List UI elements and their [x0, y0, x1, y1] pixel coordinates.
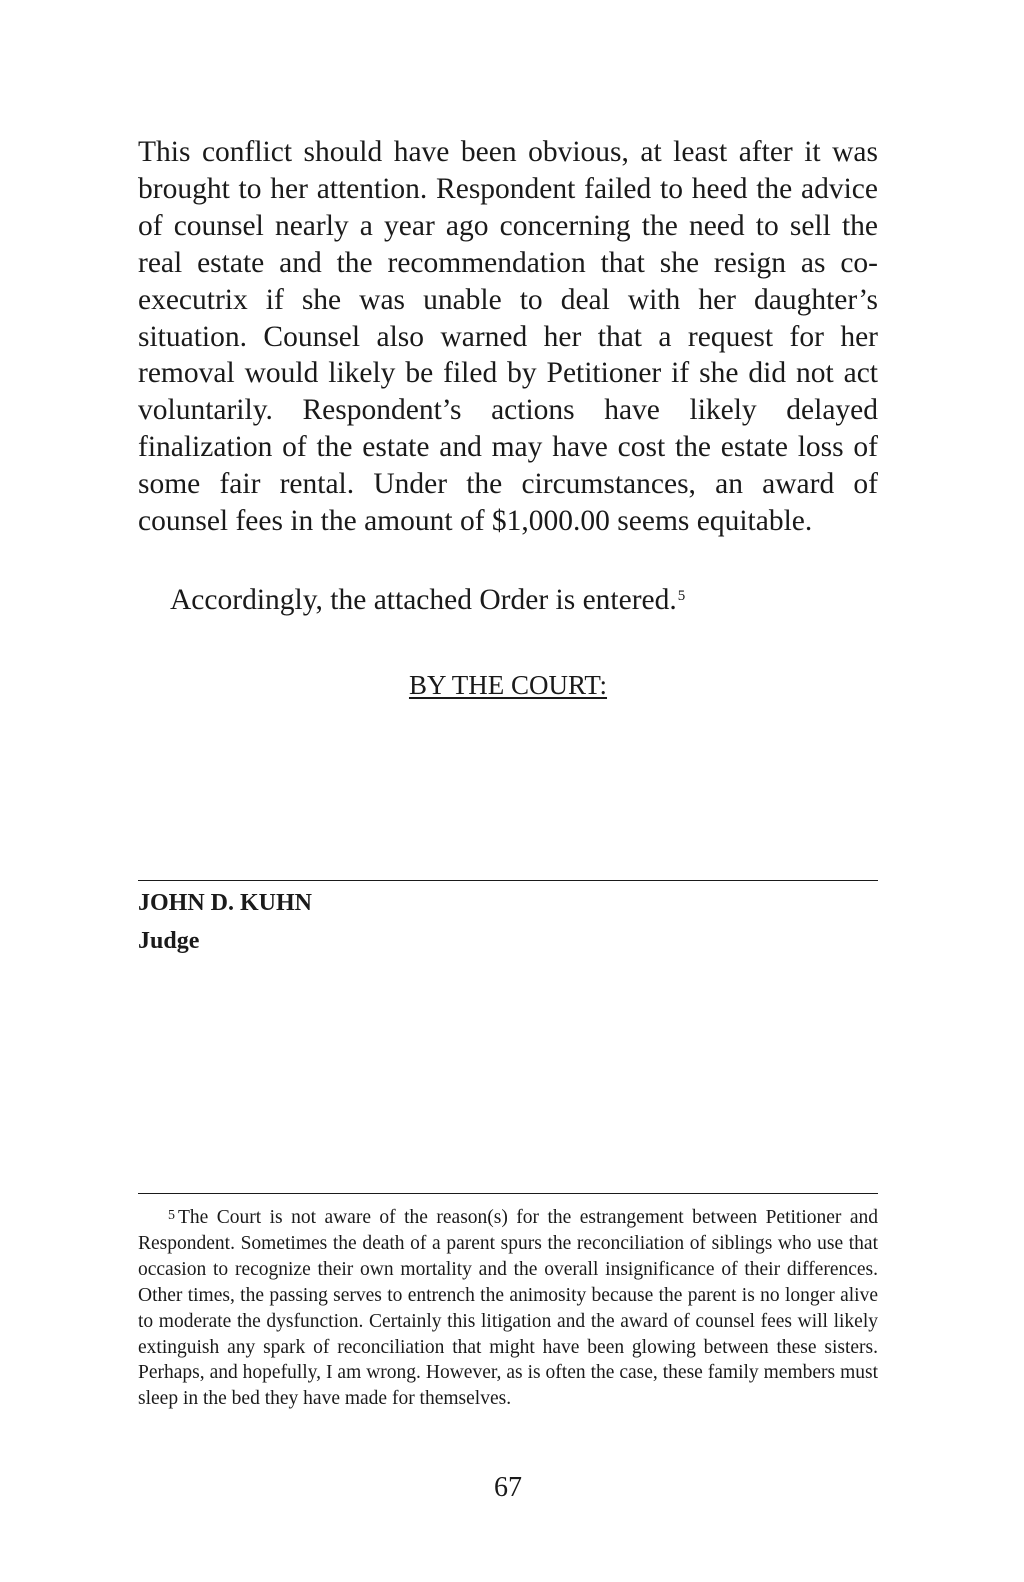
by-the-court-label: BY THE COURT:: [408, 670, 608, 700]
judge-name: JOHN D. KUHN: [138, 890, 312, 916]
footnote: [138, 1205, 878, 1412]
footnote-divider: [138, 1193, 878, 1194]
body-paragraph: This conflict should have been obvious, at least after it was brought to her attention. Respondent failed to heed the advice of counsel nearly a year ago concerning the need to sell the real estate and the recommendation that she resign as co-executrix if she was unable to deal with her daughter’s situation. Counsel also warned her that a request for her removal would likely be filed by Petitioner if she did not act voluntarily. Respondent’s actions have likely delayed finalization of the estate and may have cost the estate loss of some fair rental. Under the circumstances, an award of counsel fees in the amount of $1,000.00 seems equitable.: [138, 136, 878, 538]
closing-text: Accordingly, the attached Order is entered.: [170, 584, 677, 616]
signature-line: [138, 880, 878, 881]
footnote-text: The Court is not aware of the reason(s) for the estrangement between Petitioner and Respondent. Sometimes the death of a parent spurs the reconciliation of siblings who use that occasion to recognize their own mortality and the overall insignificance of their differences. Other times, the passing serves to entrench the animosity because the parent is no longer alive to moderate the dysfunction. Certainly this litigation and the award of counsel fees will likely extinguish any spark of reconciliation that might have been glowing between these sisters. Perhaps, and hopefully, I am wrong. However, as is often the case, these family members must sleep in the bed they have made for themselves.: [138, 1207, 878, 1410]
page-number: 67: [494, 1472, 522, 1503]
closing-paragraph: [170, 582, 685, 619]
signature-heading: [138, 668, 878, 702]
document-page: [138, 0, 878, 1582]
footnote-reference: 5: [677, 588, 686, 604]
footnote-marker: 5: [168, 1208, 175, 1223]
judge-title: Judge: [138, 928, 200, 954]
